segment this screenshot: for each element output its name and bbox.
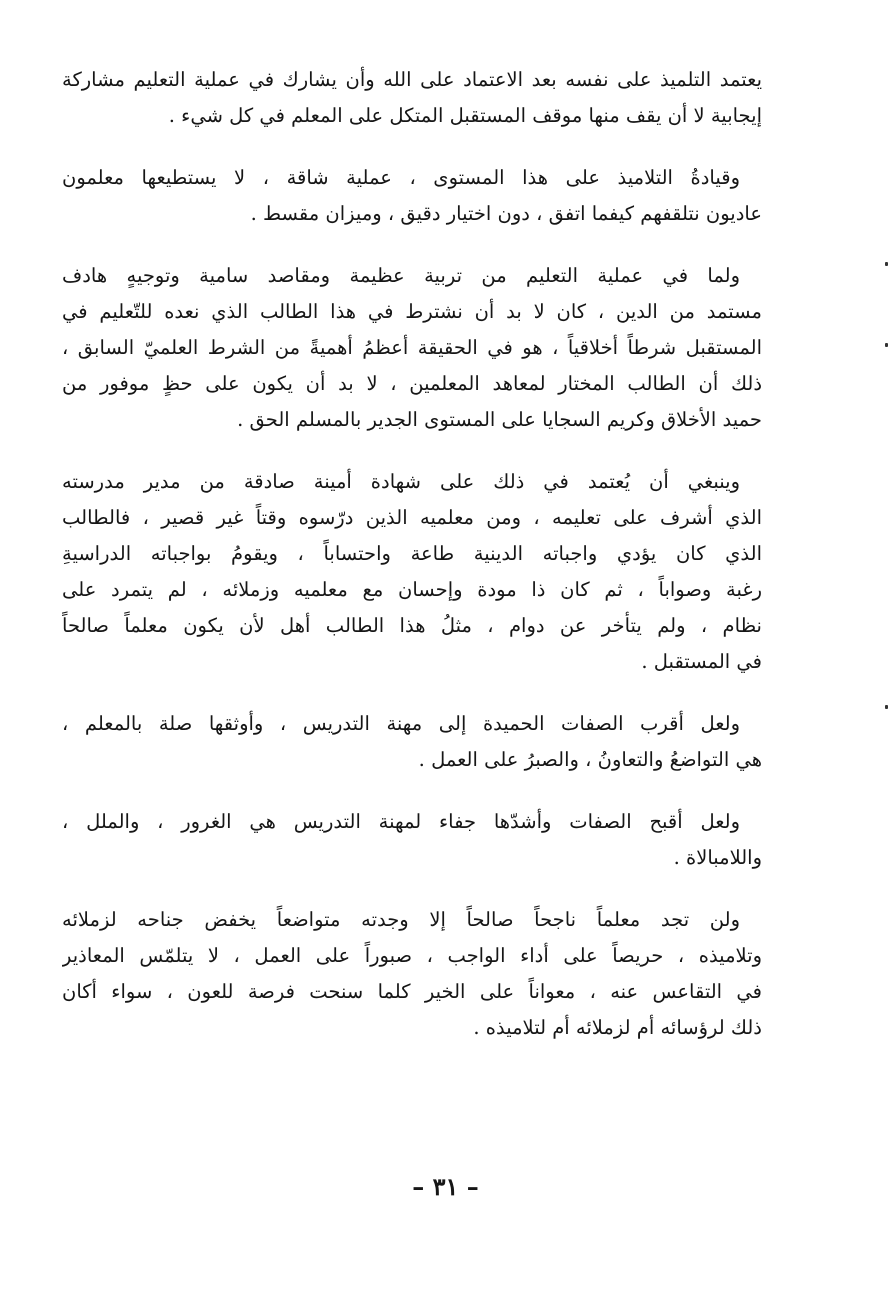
paragraph-6 xyxy=(62,804,762,876)
paragraph-2 xyxy=(62,160,762,232)
text-line: ولعل أقبح الصفات وأشدّها جفاء لمهنة التدريس هي الغرور ، والملل ، xyxy=(62,810,740,833)
paragraph-3 xyxy=(62,258,762,438)
text-line: ذلك لرؤسائه أم لزملائه أم لتلاميذه . xyxy=(473,1016,762,1039)
text-line: ولن تجد معلماً ناجحاً صالحاً إلا وجدته متواضعاً يخفض جناحه لزملائه xyxy=(62,908,740,931)
text-line: الذي أشرف على تعليمه ، ومن معلميه الذين درّسوه وقتاً غير قصير ، فالطالب xyxy=(62,506,762,529)
text-line: ولعل أقرب الصفات الحميدة إلى مهنة التدريس ، وأوثقها صلة بالمعلم ، xyxy=(62,712,740,735)
text-line: في التقاعس عنه ، معواناً على الخير كلما سنحت فرصة للعون ، سواء أكان xyxy=(62,980,762,1003)
scan-speck xyxy=(885,343,888,347)
paragraph-7 xyxy=(62,902,762,1046)
text-line: وينبغي أن يُعتمد في ذلك على شهادة أمينة صادقة من مدير مدرسته xyxy=(62,470,740,493)
page-body xyxy=(62,62,762,1072)
text-line: وقيادةُ التلاميذ على هذا المستوى ، عملية شاقة ، لا يستطيعها معلمون xyxy=(62,166,740,189)
text-line: يعتمد التلميذ على نفسه بعد الاعتماد على الله وأن يشارك في عملية التعليم مشاركة xyxy=(62,68,762,91)
scan-speck xyxy=(885,262,888,266)
text-line: رغبة وصواباً ، ثم كان ذا مودة وإحسان مع معلميه وزملائه ، لم يتمرد على xyxy=(62,578,762,601)
text-line: نظام ، ولم يتأخر عن دوام ، مثلُ هذا الطالب أهل لأن يكون معلماً صالحاً xyxy=(62,614,762,637)
text-line: مستمد من الدين ، كان لا بد أن نشترط في هذا الطالب الذي نعده للتّعليم في xyxy=(62,300,762,323)
text-line: وتلاميذه ، حريصاً على أداء الواجب ، صبوراً على العمل ، لا يتلمّس المعاذير xyxy=(62,944,762,967)
text-line: حميد الأخلاق وكريم السجايا على المستوى الجدير بالمسلم الحق . xyxy=(237,408,762,431)
text-line: ذلك أن الطالب المختار لمعاهد المعلمين ، لا بد أن يكون على حظٍ موفور من xyxy=(62,372,762,395)
text-line: المستقبل شرطاً أخلاقياً ، هو في الحقيقة أعظمُ أهميةً من الشرط العلميّ السابق ، xyxy=(62,336,762,359)
page-number: – ٣١ – xyxy=(412,1172,479,1201)
scan-speck xyxy=(885,705,888,709)
text-line: إيجابية لا أن يقف منها موقف المستقبل المتكل على المعلم في كل شيء . xyxy=(168,104,762,127)
text-line: ولما في عملية التعليم من تربية عظيمة ومقاصد سامية وتوجيهٍ هادف xyxy=(62,264,740,287)
text-line: في المستقبل . xyxy=(641,650,762,673)
text-line: واللامبالاة . xyxy=(673,846,762,869)
paragraph-4 xyxy=(62,464,762,680)
paragraph-1 xyxy=(62,62,762,134)
text-line: عاديون نتلقفهم كيفما اتفق ، دون اختيار دقيق ، وميزان مقسط . xyxy=(250,202,762,225)
text-line: هي التواضعُ والتعاونُ ، والصبرُ على العمل . xyxy=(418,748,762,771)
paragraph-5 xyxy=(62,706,762,778)
text-line: الذي كان يؤدي واجباته الدينية طاعة واحتساباً ، ويقومُ بواجباته الدراسيةِ xyxy=(62,542,762,565)
